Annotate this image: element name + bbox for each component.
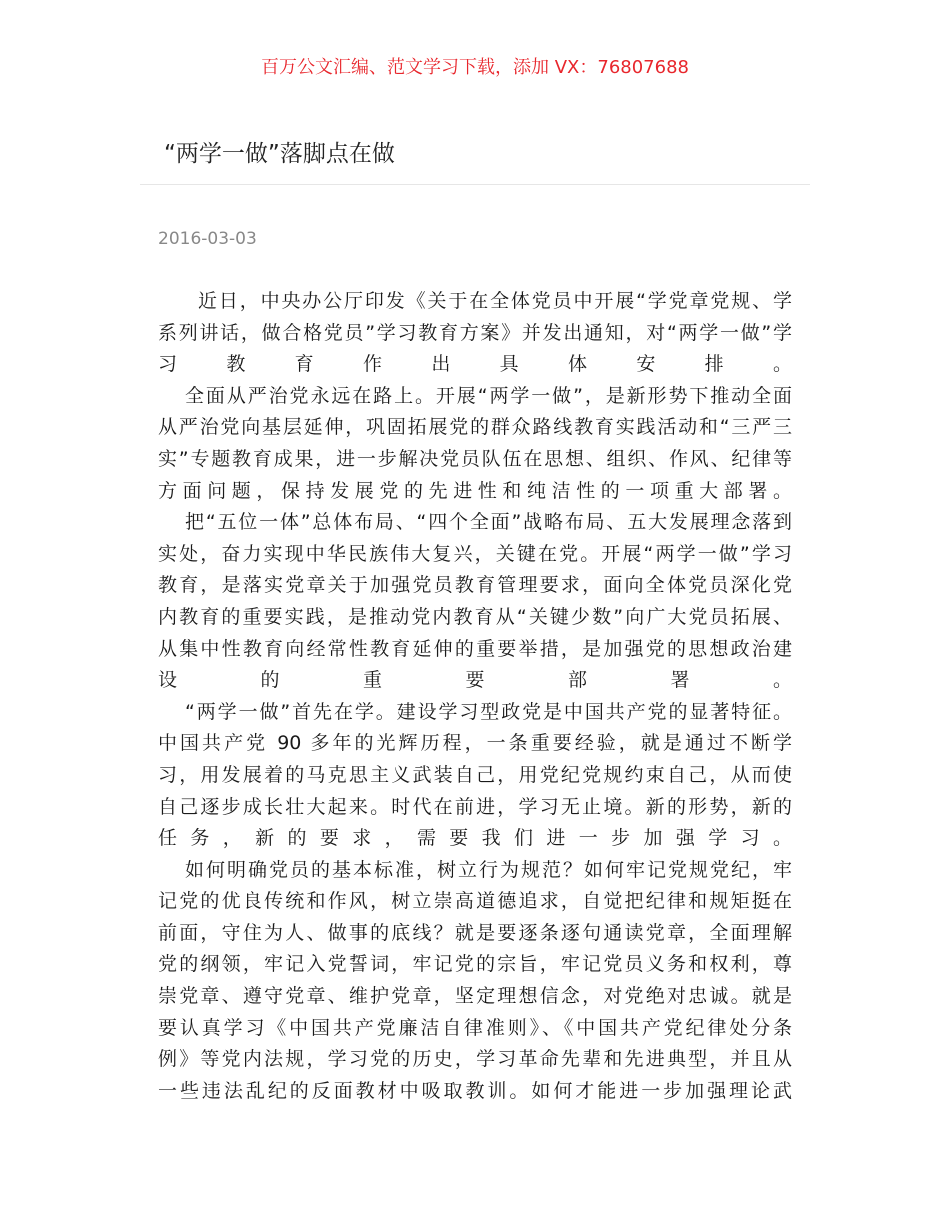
body-line: 设 的 重 要 部 署 。	[158, 669, 792, 692]
body-line: 全面从严治党永远在路上。开展“两学一做”，是新形势下推动全面	[185, 384, 792, 407]
title-divider	[140, 184, 810, 185]
body-line: 习 教 育 作 出 具 体 安 排 。	[158, 353, 792, 376]
body-line: 党的纲领，牢记入党誓词，牢记党的宗旨，牢记党员义务和权利，尊	[158, 953, 792, 976]
body-line: 记党的优良传统和作风，树立崇高道德追求，自觉把纪律和规矩挺在	[158, 890, 792, 913]
body-line: 习，用发展着的马克思主义武装自己，用党纪党规约束自己，从而使	[158, 763, 792, 786]
body-line: 自己逐步成长壮大起来。时代在前进，学习无止境。新的形势，新的	[158, 795, 792, 818]
promo-banner: 百万公文汇编、范文学习下载，添加 VX：76807688	[261, 57, 689, 78]
body-line: 一些违法乱纪的反面教材中吸取教训。如何才能进一步加强理论武	[158, 1079, 792, 1102]
body-line: “两学一做”首先在学。建设学习型政党是中国共产党的显著特征。	[185, 700, 792, 723]
body-line: 教育，是落实党章关于加强党员教育管理要求，面向全体党员深化党	[158, 574, 792, 597]
body-line: 前面，守住为人、做事的底线？就是要逐条逐句通读党章，全面理解	[158, 921, 792, 944]
body-line: 方面问题，保持发展党的先进性和纯洁性的一项重大部署。	[158, 479, 792, 502]
body-line: 任务，新的要求，需要我们进一步加强学习。	[158, 827, 792, 850]
body-line: 把“五位一体”总体布局、“四个全面”战略布局、五大发展理念落到	[185, 511, 792, 534]
body-line: 崇党章、遵守党章、维护党章，坚定理想信念，对党绝对忠诚。就是	[158, 985, 792, 1008]
body-line: 系列讲话，做合格党员”学习教育方案》并发出通知，对“两学一做”学	[158, 321, 792, 344]
body-line: 实处，奋力实现中华民族伟大复兴，关键在党。开展“两学一做”学习	[158, 542, 792, 565]
article-body	[158, 286, 792, 1107]
body-line: 例》等党内法规，学习党的历史，学习革命先辈和先进典型，并且从	[158, 1048, 792, 1071]
body-line: 要认真学习《中国共产党廉洁自律准则》、《中国共产党纪律处分条	[158, 1016, 792, 1039]
body-line: 实”专题教育成果，进一步解决党员队伍在思想、组织、作风、纪律等	[158, 447, 792, 470]
article-title: “两学一做”落脚点在做	[164, 141, 395, 167]
body-line: 从集中性教育向经常性教育延伸的重要举措，是加强党的思想政治建	[158, 637, 792, 660]
body-line: 如何明确党员的基本标准，树立行为规范？如何牢记党规党纪，牢	[185, 858, 792, 881]
body-line: 近日，中央办公厅印发《关于在全体党员中开展“学党章党规、学	[198, 290, 792, 312]
body-line: 内教育的重要实践，是推动党内教育从“关键少数”向广大党员拓展、	[158, 605, 792, 628]
publish-date: 2016-03-03	[158, 229, 257, 249]
body-line: 中国共产党 90 多年的光辉历程，一条重要经验，就是通过不断学	[158, 732, 792, 755]
body-line: 从严治党向基层延伸，巩固拓展党的群众路线教育实践活动和“三严三	[158, 416, 792, 439]
